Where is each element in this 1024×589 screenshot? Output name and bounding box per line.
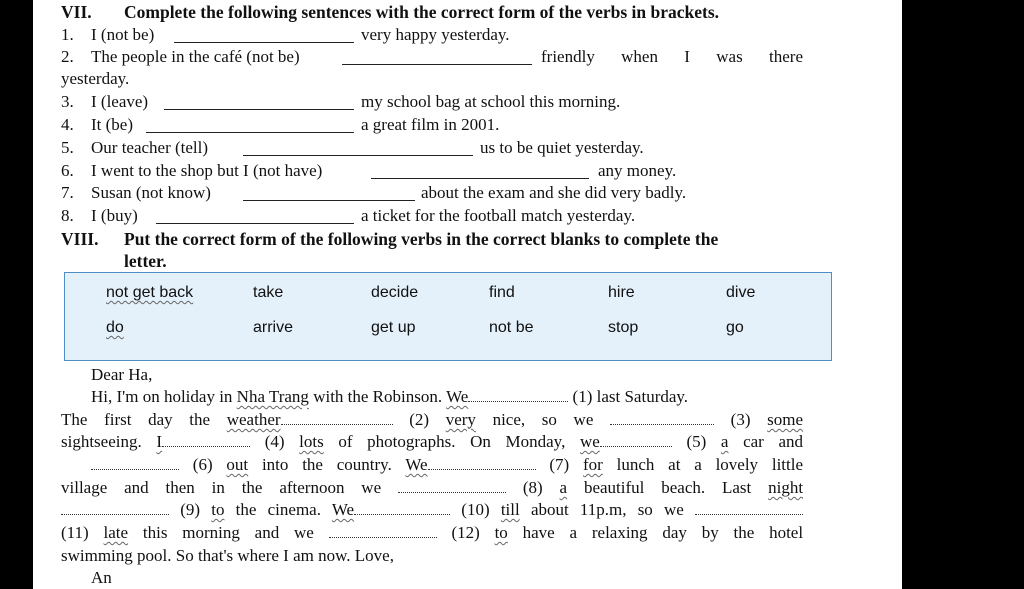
letter-text: night [768, 478, 804, 497]
letter-text: (7) [549, 455, 570, 474]
letter-text: The first day the [61, 410, 211, 429]
blank-8[interactable] [398, 478, 506, 493]
section-8-number: VIII. [61, 229, 99, 249]
letter-text: late [103, 523, 129, 542]
letter-text: to [211, 500, 225, 519]
item-3-prompt: I (leave) [91, 92, 149, 111]
letter-line-6 [61, 500, 803, 520]
letter-line-5 [61, 478, 803, 498]
letter-line-8: swimming pool. So that's where I am now. Love, [61, 546, 394, 565]
letter-text: beautiful beach. Last [583, 478, 752, 497]
letter-text: (2) [409, 410, 430, 429]
letter-text: some [767, 410, 804, 429]
letter-text: for [582, 455, 603, 474]
worksheet-page [33, 0, 902, 589]
letter-text: with the Robinson. [313, 387, 443, 406]
item-3-number: 3. [61, 92, 74, 111]
blank-6[interactable] [91, 455, 179, 470]
blank-10[interactable] [354, 500, 450, 515]
letter-text: of photographs. On Monday, [338, 432, 566, 451]
blank-3[interactable] [610, 410, 714, 425]
blank-4[interactable] [162, 432, 250, 447]
item-7-prompt: Susan (not know) [91, 183, 211, 202]
letter-text: (11) [61, 523, 89, 542]
item-5-rest: us to be quiet yesterday. [480, 138, 644, 157]
item-2-continuation: yesterday. [61, 69, 130, 88]
letter-text: We [405, 455, 428, 474]
blank-12[interactable] [329, 523, 437, 538]
item-2-prompt: The people in the café (not be) [91, 47, 300, 66]
section-7-heading [61, 2, 719, 23]
item-7-blank[interactable] [243, 184, 415, 201]
item-7-rest: about the exam and she did very badly. [421, 183, 687, 202]
letter-text: (10) [461, 500, 490, 519]
item-1-blank[interactable] [174, 26, 354, 43]
verb-go: go [726, 319, 744, 336]
letter-text: Hi, I'm on holiday in [91, 387, 233, 406]
verb-stop: stop [608, 319, 639, 336]
letter-text: (3) [730, 410, 751, 429]
letter-greeting: Dear Ha, [91, 365, 153, 384]
letter-line-3 [61, 432, 803, 452]
letter-text: (12) [451, 523, 480, 542]
item-8-blank[interactable] [156, 207, 354, 224]
letter-line-2 [61, 410, 803, 430]
letter-text: till [500, 500, 520, 519]
section-7-number: VII. [61, 2, 92, 22]
verb-arrive: arrive [253, 319, 294, 336]
verb-not-be: not be [489, 319, 534, 336]
item-5-number: 5. [61, 138, 74, 157]
item-5-prompt: Our teacher (tell) [91, 138, 209, 157]
item-4-number: 4. [61, 115, 74, 134]
letter-line-1 [91, 387, 688, 407]
item-2-blank[interactable] [342, 48, 532, 65]
item-6-number: 6. [61, 161, 74, 180]
section-8-heading [61, 229, 718, 250]
section-8-title: Put the correct form of the following verbs in the correct blanks to complete the [124, 229, 719, 249]
letter-text: weather [226, 410, 281, 429]
letter-text: sightseeing. [61, 432, 142, 451]
verb-dive: dive [726, 284, 756, 301]
item-7-number: 7. [61, 183, 74, 202]
blank-9[interactable] [61, 500, 169, 515]
letter-line-4 [61, 455, 803, 475]
item-4-prompt: It (be) [91, 115, 134, 134]
letter-text: (9) [180, 500, 201, 519]
item-4-rest: a great film in 2001. [361, 115, 500, 134]
letter-text: about 11p.m, so we [530, 500, 684, 519]
verb-not-get-back: not get back [106, 284, 194, 301]
letter-text: into the country. [261, 455, 392, 474]
letter-line-7 [61, 523, 803, 543]
verb-hire: hire [608, 284, 635, 301]
letter-text: car and [743, 432, 804, 451]
letter-text: this morning and we [142, 523, 314, 542]
item-4-blank[interactable] [146, 116, 354, 133]
letter-text: lots [299, 432, 324, 451]
item-2-rest: friendly when I was there [541, 47, 803, 66]
letter-text: very [445, 410, 476, 429]
blank-7[interactable] [428, 455, 536, 470]
verb-find: find [489, 284, 515, 301]
letter-text: We [446, 387, 469, 406]
item-6-prompt: I went to the shop but I (not have) [91, 161, 323, 180]
item-6-blank[interactable] [371, 162, 589, 179]
verb-do: do [106, 319, 124, 336]
letter-signature: An [91, 568, 112, 587]
item-5-blank[interactable] [243, 139, 473, 156]
letter-text: the cinema. [235, 500, 321, 519]
verb-take: take [253, 284, 284, 301]
letter-text: (1) last Saturday. [572, 387, 689, 406]
letter-text: (5) [686, 432, 707, 451]
item-3-rest: my school bag at school this morning. [361, 92, 621, 111]
section-7-title: Complete the following sentences with the correct form of the verbs in brackets. [124, 2, 720, 22]
item-8-rest: a ticket for the football match yesterday. [361, 206, 636, 225]
verb-box [64, 272, 832, 361]
verb-get-up: get up [371, 319, 416, 336]
item-1-number: 1. [61, 25, 74, 44]
place-name: Nha Trang [236, 387, 309, 406]
letter-text: have a relaxing day by the hotel [522, 523, 804, 542]
letter-text: I [156, 432, 163, 451]
item-2-number: 2. [61, 47, 74, 66]
letter-text: out [226, 455, 249, 474]
item-3-blank[interactable] [164, 93, 354, 110]
letter-text: We [331, 500, 355, 519]
item-1-rest: very happy yesterday. [361, 25, 510, 44]
item-8-number: 8. [61, 206, 74, 225]
letter-text: (4) [264, 432, 285, 451]
item-1-prompt: I (not be) [91, 25, 155, 44]
section-8-title-line2: letter. [124, 251, 167, 271]
letter-text: a [559, 478, 568, 497]
verb-decide: decide [371, 284, 419, 301]
letter-text: (6) [192, 455, 213, 474]
letter-text: nice, so we [492, 410, 594, 429]
blank-2[interactable] [281, 410, 393, 425]
letter-text: we [579, 432, 600, 451]
blank-5[interactable] [600, 432, 672, 447]
item-6-rest: any money. [598, 161, 677, 180]
letter-text: to [494, 523, 508, 542]
letter-text: lunch at a lovely little [616, 455, 804, 474]
letter-text: village and then in the afternoon we [61, 478, 382, 497]
letter-text: (8) [522, 478, 543, 497]
letter-text: a [720, 432, 729, 451]
blank-11[interactable] [695, 500, 803, 515]
blank-1[interactable] [468, 387, 568, 402]
item-8-prompt: I (buy) [91, 206, 138, 225]
